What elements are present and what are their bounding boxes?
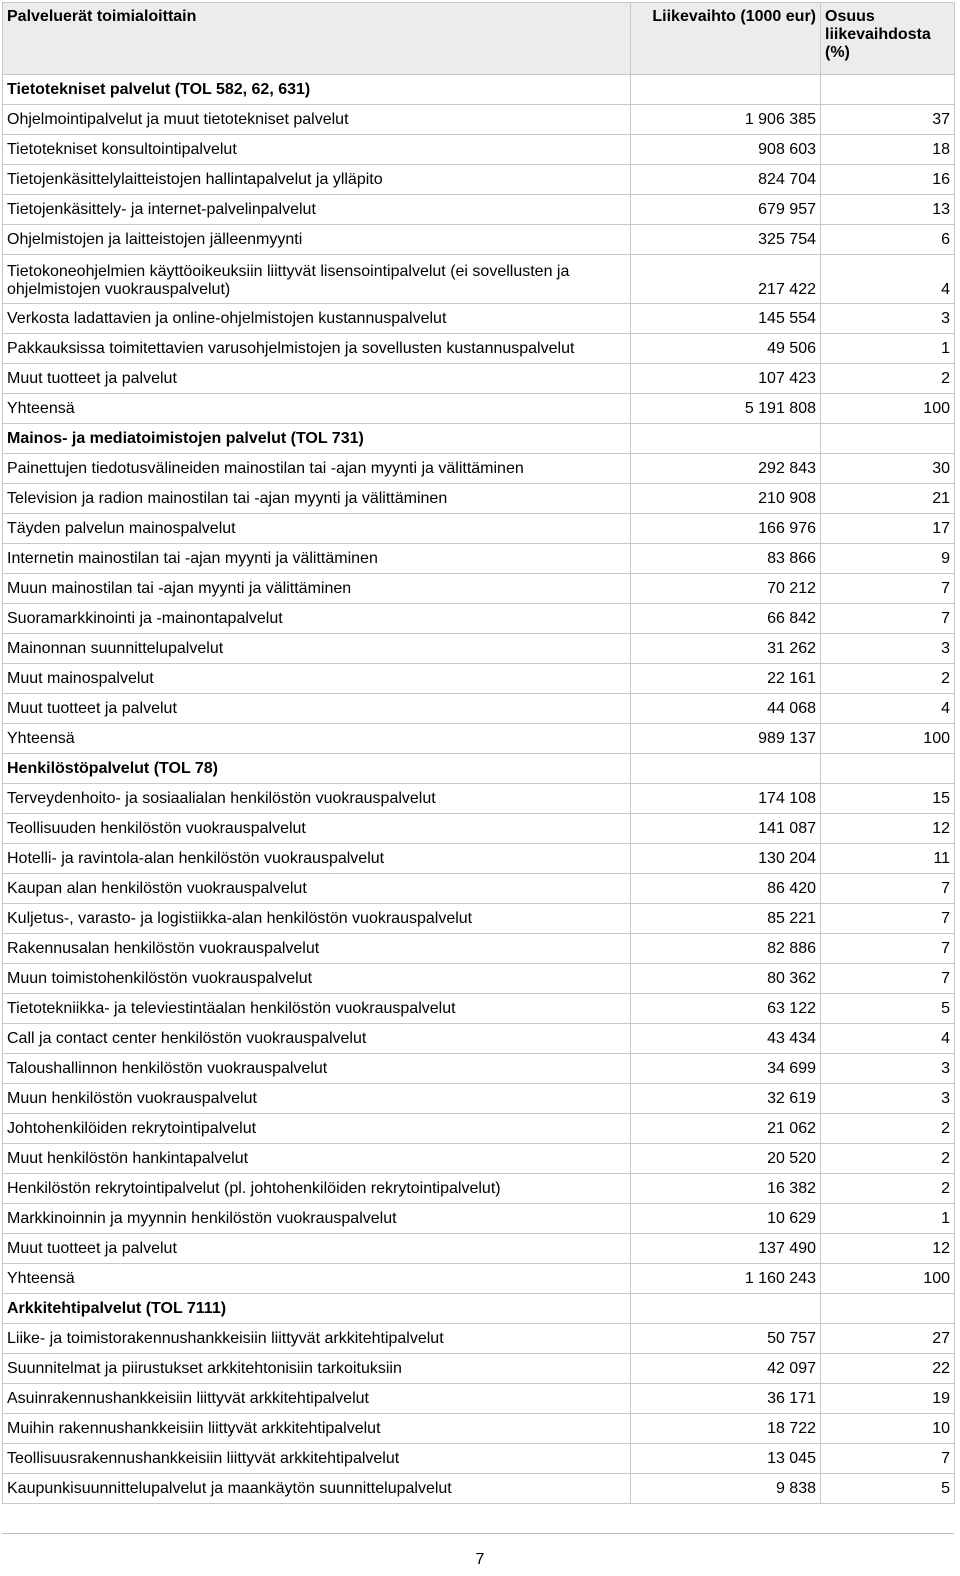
row-share: 27 (821, 1324, 955, 1354)
table-row (3, 394, 955, 424)
row-share: 15 (821, 784, 955, 814)
row-label: Asuinrakennushankkeisiin liittyvät arkkitehtipalvelut (3, 1384, 631, 1414)
row-label: Muut tuotteet ja palvelut (3, 1234, 631, 1264)
row-revenue: 86 420 (631, 874, 821, 904)
row-share: 2 (821, 1144, 955, 1174)
row-share: 6 (821, 225, 955, 255)
row-label: Mainos- ja mediatoimistojen palvelut (TOL 731) (3, 424, 631, 454)
row-revenue: 989 137 (631, 724, 821, 754)
table-row (3, 1384, 955, 1414)
table-row (3, 484, 955, 514)
row-revenue: 107 423 (631, 364, 821, 394)
row-revenue: 32 619 (631, 1084, 821, 1114)
row-share: 7 (821, 574, 955, 604)
row-share: 2 (821, 1114, 955, 1144)
row-label: Muun henkilöstön vuokrauspalvelut (3, 1084, 631, 1114)
row-revenue: 50 757 (631, 1324, 821, 1354)
row-label: Muut mainospalvelut (3, 664, 631, 694)
row-label: Muihin rakennushankkeisiin liittyvät arkkitehtipalvelut (3, 1414, 631, 1444)
row-label: Rakennusalan henkilöstön vuokrauspalvelut (3, 934, 631, 964)
row-share (821, 1294, 955, 1324)
row-label: Teollisuusrakennushankkeisiin liittyvät arkkitehtipalvelut (3, 1444, 631, 1474)
row-share: 3 (821, 1054, 955, 1084)
row-label: Tietotekniset palvelut (TOL 582, 62, 631) (3, 75, 631, 105)
table-row (3, 1354, 955, 1384)
row-label: Johtohenkilöiden rekrytointipalvelut (3, 1114, 631, 1144)
footer-divider (2, 1533, 954, 1534)
table-row (3, 255, 955, 304)
row-share: 1 (821, 1204, 955, 1234)
table-row (3, 1204, 955, 1234)
row-share: 5 (821, 1474, 955, 1504)
row-revenue: 80 362 (631, 964, 821, 994)
page-number: 7 (475, 1551, 485, 1568)
header-share: Osuus liikevaihdosta (%) (821, 3, 955, 75)
row-revenue: 44 068 (631, 694, 821, 724)
table-row (3, 574, 955, 604)
row-revenue: 217 422 (631, 255, 821, 304)
row-share: 3 (821, 1084, 955, 1114)
row-label: Liike- ja toimistorakennushankkeisiin liittyvät arkkitehtipalvelut (3, 1324, 631, 1354)
row-label: Suoramarkkinointi ja -mainontapalvelut (3, 604, 631, 634)
row-label: Tietokoneohjelmien käyttöoikeuksiin liittyvät lisensointipalvelut (ei sovellusten ja ohjelmistojen vuokrauspalvelut) (3, 255, 631, 304)
row-revenue: 1 160 243 (631, 1264, 821, 1294)
row-revenue (631, 1294, 821, 1324)
row-share: 21 (821, 484, 955, 514)
row-share: 2 (821, 364, 955, 394)
row-share: 100 (821, 1264, 955, 1294)
row-label: Pakkauksissa toimitettavien varusohjelmistojen ja sovellusten kustannuspalvelut (3, 334, 631, 364)
row-label: Henkilöstöpalvelut (TOL 78) (3, 754, 631, 784)
row-share: 16 (821, 165, 955, 195)
table-body (3, 75, 955, 1504)
row-revenue: 34 699 (631, 1054, 821, 1084)
row-label: Call ja contact center henkilöstön vuokrauspalvelut (3, 1024, 631, 1054)
table-row (3, 334, 955, 364)
row-share: 7 (821, 964, 955, 994)
row-revenue: 5 191 808 (631, 394, 821, 424)
row-revenue (631, 754, 821, 784)
table-row (3, 784, 955, 814)
table-row (3, 844, 955, 874)
row-revenue: 18 722 (631, 1414, 821, 1444)
service-revenue-table (2, 2, 955, 1504)
row-revenue: 210 908 (631, 484, 821, 514)
row-share: 12 (821, 1234, 955, 1264)
row-revenue: 22 161 (631, 664, 821, 694)
table-row (3, 1234, 955, 1264)
row-revenue: 43 434 (631, 1024, 821, 1054)
row-label: Verkosta ladattavien ja online-ohjelmistojen kustannuspalvelut (3, 304, 631, 334)
table-row (3, 1144, 955, 1174)
table-row (3, 1174, 955, 1204)
row-revenue: 63 122 (631, 994, 821, 1024)
row-share: 4 (821, 255, 955, 304)
header-revenue: Liikevaihto (1000 eur) (631, 3, 821, 75)
row-share: 17 (821, 514, 955, 544)
table-row (3, 514, 955, 544)
table-row (3, 934, 955, 964)
table-row (3, 694, 955, 724)
table-row (3, 195, 955, 225)
row-share: 9 (821, 544, 955, 574)
row-share: 13 (821, 195, 955, 225)
row-label: Ohjelmointipalvelut ja muut tietotekniset palvelut (3, 105, 631, 135)
row-label: Television ja radion mainostilan tai -ajan myynti ja välittäminen (3, 484, 631, 514)
header-row (3, 3, 955, 75)
section-header-row (3, 754, 955, 784)
row-revenue: 908 603 (631, 135, 821, 165)
row-revenue: 824 704 (631, 165, 821, 195)
row-label: Kaupan alan henkilöstön vuokrauspalvelut (3, 874, 631, 904)
table-row (3, 135, 955, 165)
table-header (3, 3, 955, 75)
row-label: Tietojenkäsittely- ja internet-palvelinpalvelut (3, 195, 631, 225)
row-share: 7 (821, 874, 955, 904)
row-label: Muun toimistohenkilöstön vuokrauspalvelut (3, 964, 631, 994)
table-row (3, 964, 955, 994)
row-label: Hotelli- ja ravintola-alan henkilöstön vuokrauspalvelut (3, 844, 631, 874)
row-label: Tietotekniikka- ja televiestintäalan henkilöstön vuokrauspalvelut (3, 994, 631, 1024)
row-revenue: 82 886 (631, 934, 821, 964)
row-share: 12 (821, 814, 955, 844)
table-row (3, 105, 955, 135)
row-label: Tietojenkäsittelylaitteistojen hallintapalvelut ja ylläpito (3, 165, 631, 195)
row-label: Kaupunkisuunnittelupalvelut ja maankäytön suunnittelupalvelut (3, 1474, 631, 1504)
row-label: Teollisuuden henkilöstön vuokrauspalvelut (3, 814, 631, 844)
row-label: Arkkitehtipalvelut (TOL 7111) (3, 1294, 631, 1324)
table-row (3, 454, 955, 484)
row-label: Muun mainostilan tai -ajan myynti ja välittäminen (3, 574, 631, 604)
row-share: 37 (821, 105, 955, 135)
section-header-row (3, 1294, 955, 1324)
row-share: 10 (821, 1414, 955, 1444)
table-row (3, 814, 955, 844)
row-share (821, 75, 955, 105)
row-share: 5 (821, 994, 955, 1024)
row-share: 18 (821, 135, 955, 165)
row-label: Painettujen tiedotusvälineiden mainostilan tai -ajan myynti ja välittäminen (3, 454, 631, 484)
row-label: Yhteensä (3, 1264, 631, 1294)
row-share: 22 (821, 1354, 955, 1384)
row-revenue: 83 866 (631, 544, 821, 574)
row-label: Suunnitelmat ja piirustukset arkkitehtonisiin tarkoituksiin (3, 1354, 631, 1384)
row-share: 19 (821, 1384, 955, 1414)
row-label: Mainonnan suunnittelupalvelut (3, 634, 631, 664)
row-label: Yhteensä (3, 394, 631, 424)
table-row (3, 544, 955, 574)
table-row (3, 904, 955, 934)
row-share: 7 (821, 604, 955, 634)
table-row (3, 1054, 955, 1084)
table-row (3, 364, 955, 394)
row-revenue: 70 212 (631, 574, 821, 604)
table-row (3, 1324, 955, 1354)
row-revenue: 130 204 (631, 844, 821, 874)
row-label: Yhteensä (3, 724, 631, 754)
row-revenue: 166 976 (631, 514, 821, 544)
row-label: Muut tuotteet ja palvelut (3, 694, 631, 724)
row-share: 3 (821, 634, 955, 664)
row-share: 30 (821, 454, 955, 484)
section-header-row (3, 424, 955, 454)
row-revenue: 13 045 (631, 1444, 821, 1474)
section-header-row (3, 75, 955, 105)
row-share: 2 (821, 1174, 955, 1204)
row-share: 7 (821, 1444, 955, 1474)
row-revenue: 325 754 (631, 225, 821, 255)
row-revenue: 49 506 (631, 334, 821, 364)
row-share: 7 (821, 904, 955, 934)
row-revenue: 9 838 (631, 1474, 821, 1504)
row-share: 3 (821, 304, 955, 334)
row-share: 1 (821, 334, 955, 364)
row-label: Taloushallinnon henkilöstön vuokrauspalvelut (3, 1054, 631, 1084)
row-share: 7 (821, 934, 955, 964)
row-revenue: 141 087 (631, 814, 821, 844)
row-revenue: 174 108 (631, 784, 821, 814)
table-row (3, 1474, 955, 1504)
row-label: Terveydenhoito- ja sosiaalialan henkilöstön vuokrauspalvelut (3, 784, 631, 814)
row-label: Täyden palvelun mainospalvelut (3, 514, 631, 544)
table-row (3, 1414, 955, 1444)
row-share: 4 (821, 1024, 955, 1054)
row-share (821, 754, 955, 784)
row-revenue (631, 75, 821, 105)
row-revenue: 31 262 (631, 634, 821, 664)
row-label: Kuljetus-, varasto- ja logistiikka-alan henkilöstön vuokrauspalvelut (3, 904, 631, 934)
table-row (3, 724, 955, 754)
row-revenue: 1 906 385 (631, 105, 821, 135)
table-row (3, 165, 955, 195)
table-row (3, 1114, 955, 1144)
row-revenue: 137 490 (631, 1234, 821, 1264)
table-row (3, 664, 955, 694)
row-label: Muut tuotteet ja palvelut (3, 364, 631, 394)
row-label: Henkilöstön rekrytointipalvelut (pl. johtohenkilöiden rekrytointipalvelut) (3, 1174, 631, 1204)
row-share (821, 424, 955, 454)
table-row (3, 1444, 955, 1474)
row-revenue: 145 554 (631, 304, 821, 334)
row-revenue: 16 382 (631, 1174, 821, 1204)
row-revenue: 10 629 (631, 1204, 821, 1234)
table-row (3, 604, 955, 634)
row-share: 2 (821, 664, 955, 694)
row-label: Tietotekniset konsultointipalvelut (3, 135, 631, 165)
row-label: Markkinoinnin ja myynnin henkilöstön vuokrauspalvelut (3, 1204, 631, 1234)
row-label: Muut henkilöstön hankintapalvelut (3, 1144, 631, 1174)
row-revenue: 21 062 (631, 1114, 821, 1144)
row-revenue (631, 424, 821, 454)
row-label: Internetin mainostilan tai -ajan myynti ja välittäminen (3, 544, 631, 574)
service-revenue-table-container (2, 2, 954, 1504)
row-revenue: 85 221 (631, 904, 821, 934)
row-revenue: 20 520 (631, 1144, 821, 1174)
table-row (3, 304, 955, 334)
table-row (3, 1024, 955, 1054)
table-row (3, 1264, 955, 1294)
row-share: 4 (821, 694, 955, 724)
row-label: Ohjelmistojen ja laitteistojen jälleenmyynti (3, 225, 631, 255)
table-row (3, 874, 955, 904)
table-row (3, 634, 955, 664)
row-revenue: 292 843 (631, 454, 821, 484)
row-revenue: 42 097 (631, 1354, 821, 1384)
header-category: Palveluerät toimialoittain (3, 3, 631, 75)
table-row (3, 225, 955, 255)
row-revenue: 679 957 (631, 195, 821, 225)
row-revenue: 36 171 (631, 1384, 821, 1414)
row-share: 11 (821, 844, 955, 874)
table-row (3, 994, 955, 1024)
row-share: 100 (821, 394, 955, 424)
row-share: 100 (821, 724, 955, 754)
table-row (3, 1084, 955, 1114)
row-revenue: 66 842 (631, 604, 821, 634)
